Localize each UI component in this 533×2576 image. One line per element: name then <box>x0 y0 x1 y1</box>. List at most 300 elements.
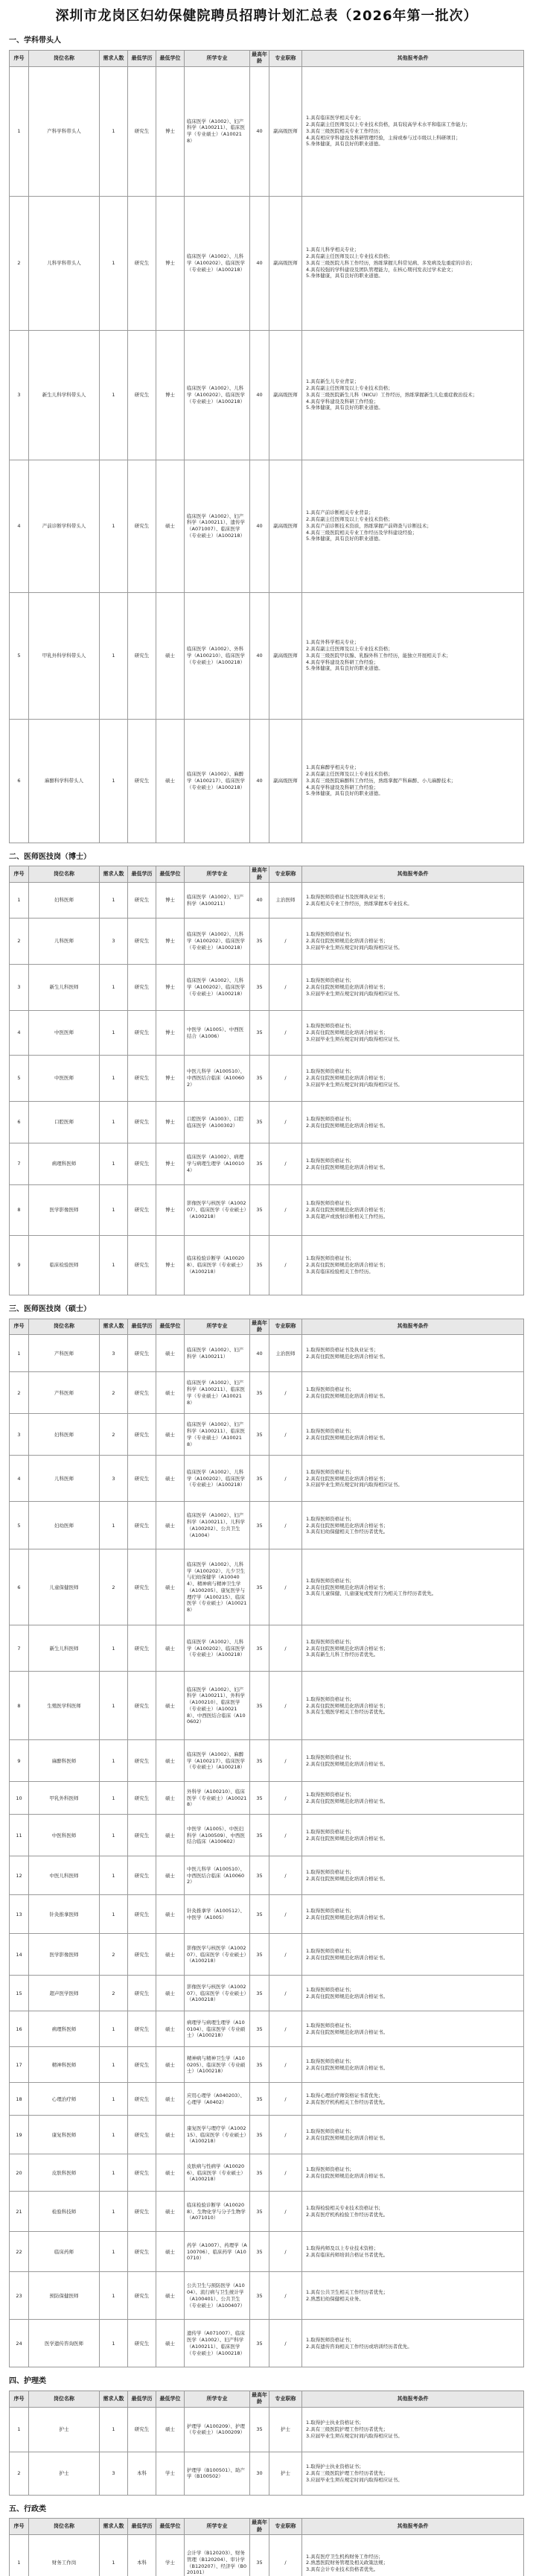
column-header: 岗位名称 <box>29 1319 100 1335</box>
table-cell: / <box>269 1672 302 1740</box>
table-cell: 1.取得医师资格证书； 2.具有住院医师规范化培训合格证书； 3.具有临床检验相关工作经历。 <box>302 1236 524 1295</box>
table-cell: 1.取得医师资格证书； 2.具有住院医师规范化培训合格证书； 3.具有生殖医学相关工作经历者优先。 <box>302 1672 524 1740</box>
column-header: 需求人数 <box>100 2391 128 2407</box>
column-header: 最低学历 <box>128 2391 156 2407</box>
table-cell: 研究生 <box>128 1740 156 1782</box>
table-cell: 博士 <box>156 1011 185 1056</box>
table-row <box>10 1372 524 1414</box>
table-row <box>10 2535 524 2576</box>
table-cell: 超声医学医师 <box>29 1976 100 2011</box>
table-cell: 4 <box>10 460 29 592</box>
column-header: 其他报考条件 <box>302 2391 524 2407</box>
table-cell: 硕士 <box>156 2116 185 2154</box>
table-header-row <box>10 2391 524 2407</box>
table-cell: 3 <box>100 2452 128 2495</box>
table-cell: 研究生 <box>128 1335 156 1372</box>
table-cell: 35 <box>250 2407 269 2452</box>
table-cell: / <box>269 1625 302 1672</box>
table-cell: / <box>269 1895 302 1934</box>
table-cell: 临床医学（A1002）、儿科学（A100202）、临床医学（专业硕士）（A100218） <box>185 196 250 330</box>
table-cell: 35 <box>250 1782 269 1815</box>
table-cell: 研究生 <box>128 460 156 592</box>
column-header: 所学专业 <box>185 866 250 883</box>
table-cell: 皮肤病与性病学（A100206）、临床医学（专业硕士）（A100218） <box>185 2154 250 2192</box>
table-cell: 1.具有临床医学相关专业； 2.具有副主任医师及以上专业技术资格，具有较高学术水平和临床工作能力； 3.具有三级医院相关专业工作经历； 4.具有相应学科建设及科研管理经验，主持或参与过市级以上科研项目； 5.身体健康，具有良好的职业道德。 <box>302 66 524 196</box>
page-title: 深圳市龙岗区妇幼保健院聘员招聘计划汇总表（2026年第一批次） <box>55 8 478 24</box>
recruitment-table <box>9 866 524 1295</box>
table-cell: / <box>269 1185 302 1236</box>
table-cell: 35 <box>250 1740 269 1782</box>
table-cell: 儿科医师 <box>29 919 100 965</box>
table-cell: 硕士 <box>156 2320 185 2367</box>
table-cell: 病理科医师 <box>29 1143 100 1185</box>
table-cell: 硕士 <box>156 2154 185 2192</box>
table-cell: 研究生 <box>128 1372 156 1414</box>
table-cell: 产科医师 <box>29 1335 100 1372</box>
table-cell: 1.取得医师资格证书； 2.具有住院医师规范化培训合格证书。 <box>302 1895 524 1934</box>
column-header: 最高年龄 <box>250 2391 269 2407</box>
table-cell: 研究生 <box>128 919 156 965</box>
table-cell: 1 <box>100 196 128 330</box>
table-cell: 中医学（A1005）、中西医结合（A1006） <box>185 1011 250 1056</box>
table-cell: 40 <box>250 592 269 719</box>
table-cell: 妇幼医师 <box>29 1502 100 1549</box>
table-cell: 检验科技师 <box>29 2192 100 2232</box>
column-header: 序号 <box>10 50 29 66</box>
table-cell: 预防保健医师 <box>29 2272 100 2320</box>
table-cell: 1 <box>100 1815 128 1856</box>
table-cell: 6 <box>10 719 29 843</box>
table-cell: 40 <box>250 330 269 460</box>
table-cell: 40 <box>250 1335 269 1372</box>
table-row <box>10 2320 524 2367</box>
table-cell: 康复医学与理疗学（A100215）、临床医学（专业硕士）（A100218） <box>185 2116 250 2154</box>
table-cell: 1 <box>100 1782 128 1815</box>
table-cell: 35 <box>250 2154 269 2192</box>
table-cell: 副高级医师 <box>269 330 302 460</box>
table-cell: 会计学（B120203）、财务管理（B120204）、审计学（B120207）、经济学（B020101） <box>185 2535 250 2576</box>
table-cell: 研究生 <box>128 592 156 719</box>
table-cell: 研究生 <box>128 1782 156 1815</box>
table-row <box>10 1236 524 1295</box>
table-cell: / <box>269 2272 302 2320</box>
table-cell: / <box>269 2535 302 2576</box>
table-row <box>10 883 524 919</box>
table-cell: 20 <box>10 2154 29 2192</box>
table-cell: 康复科医师 <box>29 2116 100 2154</box>
table-cell: 护士 <box>29 2452 100 2495</box>
table-cell: 1.取得医师资格证书； 2.具有住院医师规范化培训合格证书。 <box>302 1102 524 1143</box>
table-cell: 8 <box>10 1185 29 1236</box>
column-header: 所学专业 <box>185 1319 250 1335</box>
column-header: 最低学位 <box>156 2391 185 2407</box>
table-cell: 35 <box>250 1102 269 1143</box>
table-cell: 40 <box>250 66 269 196</box>
table-cell: 1.取得医师资格证书； 2.具有住院医师规范化培训合格证书。 <box>302 2116 524 2154</box>
table-cell: 硕士 <box>156 1895 185 1934</box>
table-row <box>10 2083 524 2116</box>
table-cell: 临床医学（A1002）、儿科学（A100202）、临床医学（专业硕士）（A100218） <box>185 330 250 460</box>
table-cell: 14 <box>10 1934 29 1976</box>
table-row <box>10 1414 524 1456</box>
table-cell: 临床医学（A1002）、妇产科学（A100211）、临床医学（专业硕士）（A100218） <box>185 1372 250 1414</box>
table-cell: 40 <box>250 883 269 919</box>
table-cell: 1 <box>10 883 29 919</box>
table-cell: 影像医学与核医学（A100207）、临床医学（专业硕士）（A100218） <box>185 1976 250 2011</box>
table-cell: / <box>269 1976 302 2011</box>
table-cell: / <box>269 2232 302 2272</box>
table-cell: / <box>269 1372 302 1414</box>
table-cell: 1 <box>100 883 128 919</box>
table-cell: 1.取得医师资格证书； 2.具有住院医师规范化培训合格证书。 <box>302 2154 524 2192</box>
table-cell: 研究生 <box>128 965 156 1011</box>
table-cell: 19 <box>10 2116 29 2154</box>
table-cell: 心理治疗师 <box>29 2083 100 2116</box>
column-header: 其他报考条件 <box>302 2519 524 2535</box>
table-cell: 9 <box>10 1236 29 1295</box>
table-row <box>10 66 524 196</box>
table-cell: 3 <box>10 330 29 460</box>
table-cell: 临床医学（A1002）、儿科学（A100202）、临床医学（专业硕士）（A100218） <box>185 1456 250 1502</box>
table-cell: 研究生 <box>128 883 156 919</box>
table-cell: 3 <box>10 965 29 1011</box>
table-cell: 1.取得医师资格证书； 2.具有遗传咨询相关工作经历或培训经历者优先。 <box>302 2320 524 2367</box>
table-cell: 35 <box>250 1456 269 1502</box>
table-cell: 产科医师 <box>29 1372 100 1414</box>
table-cell: 35 <box>250 1414 269 1456</box>
table-cell: 护士 <box>269 2407 302 2452</box>
column-header: 所学专业 <box>185 2391 250 2407</box>
column-header: 岗位名称 <box>29 2391 100 2407</box>
table-cell: 护士 <box>29 2407 100 2452</box>
table-cell: 7 <box>10 1625 29 1672</box>
table-cell: 35 <box>250 1236 269 1295</box>
table-cell: 1.取得药师及以上专业技术资格； 2.具有临床药师培训合格证书者优先。 <box>302 2232 524 2272</box>
table-cell: 35 <box>250 2320 269 2367</box>
table-cell: 护理学（A100209）、护理（专业硕士）（A100209） <box>185 2407 250 2452</box>
table-cell: 1.取得医师资格证书； 2.具有住院医师规范化培训合格证书。 <box>302 2011 524 2047</box>
table-cell: 1 <box>100 2232 128 2272</box>
table-cell: 10 <box>10 1782 29 1815</box>
table-cell: 研究生 <box>128 1549 156 1625</box>
table-cell: 35 <box>250 1011 269 1056</box>
table-cell: 8 <box>10 1672 29 1740</box>
table-cell: 硕士 <box>156 460 185 592</box>
table-cell: 临床医学（A1002）、妇产科学（A100211）、临床医学（专业硕士）（A100218） <box>185 66 250 196</box>
table-cell: 1.取得医师资格证书； 2.具有住院医师规范化培训合格证书。 <box>302 1740 524 1782</box>
table-cell: 1 <box>100 330 128 460</box>
column-header: 最高年龄 <box>250 866 269 883</box>
table-cell: 1 <box>100 1102 128 1143</box>
table-cell: 影像医学与核医学（A100207）、临床医学（专业硕士）（A100218） <box>185 1934 250 1976</box>
table-cell: 医学遗传咨询医师 <box>29 2320 100 2367</box>
table-cell: 5 <box>10 1502 29 1549</box>
table-cell: 副高级医师 <box>269 460 302 592</box>
table-cell: 临床医学（A1002）、外科学（A100210）、临床医学（专业硕士）（A100218） <box>185 592 250 719</box>
table-cell: 生殖医学科医师 <box>29 1672 100 1740</box>
table-row <box>10 2116 524 2154</box>
table-cell: / <box>269 1740 302 1782</box>
table-cell: 临床医学（A1002）、儿科学（A100202）、儿少卫生与妇幼保健学（A100404）、精神病与精神卫生学（A100205）、康复医学与理疗学（A100215）、临床医学（专业硕士）（A100218） <box>185 1549 250 1625</box>
table-cell: 1.取得医师资格证书； 2.具有住院医师规范化培训合格证书； 3.应届毕业生须在规定时间内取得相应证书。 <box>302 1011 524 1056</box>
table-cell: 18 <box>10 2083 29 2116</box>
table-cell: / <box>269 1815 302 1856</box>
table-cell: 3 <box>10 1414 29 1456</box>
column-header: 所学专业 <box>185 2519 250 2535</box>
table-cell: 1.取得医师资格证书； 2.具有住院医师规范化培训合格证书。 <box>302 1414 524 1456</box>
table-cell: 13 <box>10 1895 29 1934</box>
table-cell: / <box>269 2192 302 2232</box>
column-header: 需求人数 <box>100 50 128 66</box>
table-cell: 遗传学（A071007）、临床医学（A1002）、妇产科学（A100211）、临床医学（专业硕士）（A100218） <box>185 2320 250 2367</box>
table-cell: 外科学（A100210）、临床医学（专业硕士）（A100218） <box>185 1782 250 1815</box>
table-cell: 研究生 <box>128 2192 156 2232</box>
table-cell: 1 <box>100 460 128 592</box>
table-cell: 1 <box>100 1672 128 1740</box>
table-cell: 硕士 <box>156 2047 185 2083</box>
table-cell: 临床医学（A1002）、儿科学（A100202）、临床医学（专业硕士）（A100218） <box>185 1625 250 1672</box>
table-cell: 甲乳外科医师 <box>29 1782 100 1815</box>
table-cell: 35 <box>250 1672 269 1740</box>
table-cell: 硕士 <box>156 2232 185 2272</box>
table-cell: 1.取得医师资格证书； 2.具有住院医师规范化培训合格证书。 <box>302 1934 524 1976</box>
table-cell: 博士 <box>156 883 185 919</box>
column-header: 其他报考条件 <box>302 866 524 883</box>
table-cell: 1 <box>100 1011 128 1056</box>
table-cell: / <box>269 2116 302 2154</box>
table-cell: 硕士 <box>156 1502 185 1549</box>
table-row <box>10 1102 524 1143</box>
table-row <box>10 2047 524 2083</box>
column-header: 最高年龄 <box>250 50 269 66</box>
table-cell: 硕士 <box>156 1740 185 1782</box>
table-cell: 1.取得医师资格证书； 2.具有住院医师规范化培训合格证书。 <box>302 1976 524 2011</box>
table-row <box>10 1740 524 1782</box>
table-cell: 6 <box>10 1102 29 1143</box>
table-cell: 学士 <box>156 2535 185 2576</box>
table-cell: 7 <box>10 1143 29 1185</box>
table-cell: 1.取得医师资格证书； 2.具有住院医师规范化培训合格证书。 <box>302 1782 524 1815</box>
table-cell: 23 <box>10 2272 29 2320</box>
table-cell: 博士 <box>156 1185 185 1236</box>
table-cell: 1 <box>10 2535 29 2576</box>
table-row <box>10 2407 524 2452</box>
table-cell: 博士 <box>156 1102 185 1143</box>
table-cell: 35 <box>250 2047 269 2083</box>
table-cell: 研究生 <box>128 2083 156 2116</box>
table-cell: 1 <box>100 1895 128 1934</box>
column-header: 最低学历 <box>128 50 156 66</box>
section <box>9 849 524 1295</box>
table-cell: 博士 <box>156 965 185 1011</box>
table-cell: / <box>269 1456 302 1502</box>
table-row <box>10 919 524 965</box>
table-cell: / <box>269 1236 302 1295</box>
table-row <box>10 1625 524 1672</box>
column-header: 其他报考条件 <box>302 1319 524 1335</box>
table-cell: 1.具有公共卫生相关工作经历者优先； 2.熟悉妇幼保健相关业务。 <box>302 2272 524 2320</box>
table-cell: 中医医师 <box>29 1056 100 1102</box>
table-cell: 中医儿科学（A100510）、中西医结合临床（A100602） <box>185 1856 250 1895</box>
table-cell: 临床检验医师 <box>29 1236 100 1295</box>
table-cell: / <box>269 1414 302 1456</box>
recruitment-table <box>9 2518 524 2576</box>
table-cell: 临床药师 <box>29 2232 100 2272</box>
table-cell: 1.取得医师资格证书； 2.具有住院医师规范化培训合格证书； 3.应届毕业生须在规定时间内取得相应证书。 <box>302 1056 524 1102</box>
table-cell: 3 <box>100 919 128 965</box>
column-header: 岗位名称 <box>29 866 100 883</box>
table-cell: 硕士 <box>156 2192 185 2232</box>
table-cell: 儿童保健医师 <box>29 1549 100 1625</box>
table-cell: 硕士 <box>156 2083 185 2116</box>
table-cell: 1.具有外科学相关专业； 2.具有副主任医师及以上专业技术资格； 3.具有三级医院甲状腺、乳腺外科工作经历，能独立开展相关手术； 4.具有学科建设及科研工作经验； 5.身体健康，具有良好的职业道德。 <box>302 592 524 719</box>
table-cell: / <box>269 1782 302 1815</box>
table-row <box>10 719 524 843</box>
table-cell: 2 <box>100 1414 128 1456</box>
table-cell: 研究生 <box>128 330 156 460</box>
table-cell: 主治医师 <box>269 883 302 919</box>
table-cell: 硕士 <box>156 1625 185 1672</box>
sections-container <box>9 33 524 2576</box>
table-cell: 35 <box>250 2192 269 2232</box>
table-cell: 研究生 <box>128 1185 156 1236</box>
table-cell: 16 <box>10 2011 29 2047</box>
table-cell: 1 <box>100 965 128 1011</box>
table-cell: 35 <box>250 2116 269 2154</box>
table-cell: 研究生 <box>128 1976 156 2011</box>
column-header: 最低学历 <box>128 2519 156 2535</box>
table-cell: 研究生 <box>128 2116 156 2154</box>
table-cell: 本科 <box>128 2535 156 2576</box>
column-header: 最高年龄 <box>250 1319 269 1335</box>
table-cell: 17 <box>10 2047 29 2083</box>
table-cell: 临床医学（A1002）、妇产科学（A100211） <box>185 883 250 919</box>
table-cell: / <box>269 1102 302 1143</box>
table-row <box>10 1143 524 1185</box>
column-header: 专业职称 <box>269 50 302 66</box>
table-cell: 临床检验诊断学（A100208）、生物化学与分子生物学（A071010） <box>185 2192 250 2232</box>
table-cell: / <box>269 2047 302 2083</box>
table-cell: 40 <box>250 719 269 843</box>
table-cell: 1 <box>10 66 29 196</box>
table-cell: 中医儿科医师 <box>29 1856 100 1895</box>
table-cell: 硕士 <box>156 1934 185 1976</box>
table-cell: 1 <box>10 1335 29 1372</box>
table-cell: 1.取得护士执业资格证书； 2.具有三级医院护理工作经历者优先； 3.应届毕业生须在规定时间内取得相应证书。 <box>302 2407 524 2452</box>
table-header-row <box>10 2519 524 2535</box>
table-cell: 24 <box>10 2320 29 2367</box>
table-cell: 1.具有儿科学相关专业； 2.具有副主任医师及以上专业技术资格； 3.具有三级医院儿科工作经历，熟练掌握儿科常见病、多发病及危重症的诊治； 4.具有较强的学科建设及团队管理能力，在核心期刊发表过学术论文； 5.身体健康，具有良好的职业道德。 <box>302 196 524 330</box>
section-title: 二、医师医技岗（博士） <box>9 852 91 861</box>
table-cell: 硕士 <box>156 1672 185 1740</box>
table-cell: 1 <box>100 1856 128 1895</box>
table-cell: 研究生 <box>128 196 156 330</box>
column-header: 岗位名称 <box>29 50 100 66</box>
table-row <box>10 1976 524 2011</box>
table-cell: 硕士 <box>156 1414 185 1456</box>
table-cell: 15 <box>10 1976 29 2011</box>
section-title: 四、护理类 <box>9 2377 46 2386</box>
column-header: 最低学位 <box>156 2519 185 2535</box>
table-cell: 公共卫生与预防医学（A1004）、流行病与卫生统计学（A100401）、公共卫生（专业硕士）（A100407） <box>185 2272 250 2320</box>
table-cell: 1 <box>100 66 128 196</box>
table-row <box>10 1011 524 1056</box>
table-row <box>10 330 524 460</box>
table-cell: 麻醉科学科带头人 <box>29 719 100 843</box>
table-cell: 35 <box>250 2011 269 2047</box>
table-cell: 硕士 <box>156 2011 185 2047</box>
table-cell: 产科学科带头人 <box>29 66 100 196</box>
table-cell: 研究生 <box>128 1456 156 1502</box>
column-header: 需求人数 <box>100 2519 128 2535</box>
table-cell: 1 <box>100 2047 128 2083</box>
column-header: 专业职称 <box>269 2391 302 2407</box>
table-cell: 研究生 <box>128 1011 156 1056</box>
table-cell: 病理学与病理生理学（A100104）、临床医学（专业硕士）（A100218） <box>185 2011 250 2047</box>
table-row <box>10 2452 524 2495</box>
table-cell: 研究生 <box>128 1414 156 1456</box>
table-cell: 医学影像医师 <box>29 1185 100 1236</box>
table-cell: 临床检验诊断学（A100208）、临床医学（专业硕士）（A100218） <box>185 1236 250 1295</box>
section-title: 五、行政类 <box>9 2504 46 2513</box>
column-header: 其他报考条件 <box>302 50 524 66</box>
table-cell: 应用心理学（A040203）、心理学（A0402） <box>185 2083 250 2116</box>
column-header: 最低学历 <box>128 1319 156 1335</box>
table-cell: 博士 <box>156 330 185 460</box>
table-cell: 研究生 <box>128 1502 156 1549</box>
table-cell: 1.取得检验相关专业技术资格证书； 2.具有医疗机构检验工作经历者优先。 <box>302 2192 524 2232</box>
table-cell: 1.取得医师资格证书； 2.具有住院医师规范化培训合格证书。 <box>302 1856 524 1895</box>
table-cell: 研究生 <box>128 1856 156 1895</box>
table-cell: 研究生 <box>128 1143 156 1185</box>
table-cell: 妇科医师 <box>29 883 100 919</box>
table-cell: 研究生 <box>128 2320 156 2367</box>
table-cell: 35 <box>250 2232 269 2272</box>
table-cell: 1.取得医师资格证书； 2.具有住院医师规范化培训合格证书； 3.应届毕业生须在规定时间内取得相应证书。 <box>302 965 524 1011</box>
table-cell: 研究生 <box>128 2154 156 2192</box>
table-cell: 博士 <box>156 196 185 330</box>
table-cell: 22 <box>10 2232 29 2272</box>
table-cell: 35 <box>250 1856 269 1895</box>
table-row <box>10 1335 524 1372</box>
table-cell: 博士 <box>156 1236 185 1295</box>
column-header: 专业职称 <box>269 1319 302 1335</box>
table-cell: 4 <box>10 1456 29 1502</box>
table-cell: 临床医学（A1002）、妇产科学（A100211）、遗传学（A071007）、临床医学（专业硕士）（A100218） <box>185 460 250 592</box>
table-cell: 针灸推拿学（A100512）、中医学（A1005） <box>185 1895 250 1934</box>
table-cell: 1.取得医师资格证书； 2.具有住院医师规范化培训合格证书； 3.具有新生儿科工作经历者优先。 <box>302 1625 524 1672</box>
table-cell: 9 <box>10 1740 29 1782</box>
table-cell: 1.具有麻醉学相关专业； 2.具有副主任医师及以上专业技术资格； 3.具有三级医院麻醉科工作经历，熟练掌握产科麻醉、小儿麻醉技术； 4.具有学科建设及科研工作经验； 5.身体健康，具有良好的职业道德。 <box>302 719 524 843</box>
table-cell: 35 <box>250 1185 269 1236</box>
table-row <box>10 1815 524 1856</box>
table-cell: 副高级医师 <box>269 592 302 719</box>
table-row <box>10 1782 524 1815</box>
table-cell: / <box>269 2011 302 2047</box>
table-cell: 35 <box>250 2535 269 2576</box>
table-cell: 35 <box>250 1815 269 1856</box>
table-cell: 1.取得医师资格证书； 2.具有住院医师规范化培训合格证书。 <box>302 1372 524 1414</box>
table-row <box>10 1672 524 1740</box>
table-cell: 研究生 <box>128 1895 156 1934</box>
table-cell: 新生儿科医师 <box>29 965 100 1011</box>
table-cell: 副高级医师 <box>269 66 302 196</box>
table-cell: 1 <box>100 2083 128 2116</box>
table-cell: 硕士 <box>156 1372 185 1414</box>
table-row <box>10 1502 524 1549</box>
table-cell: 针灸推拿医师 <box>29 1895 100 1934</box>
table-cell: 研究生 <box>128 2011 156 2047</box>
